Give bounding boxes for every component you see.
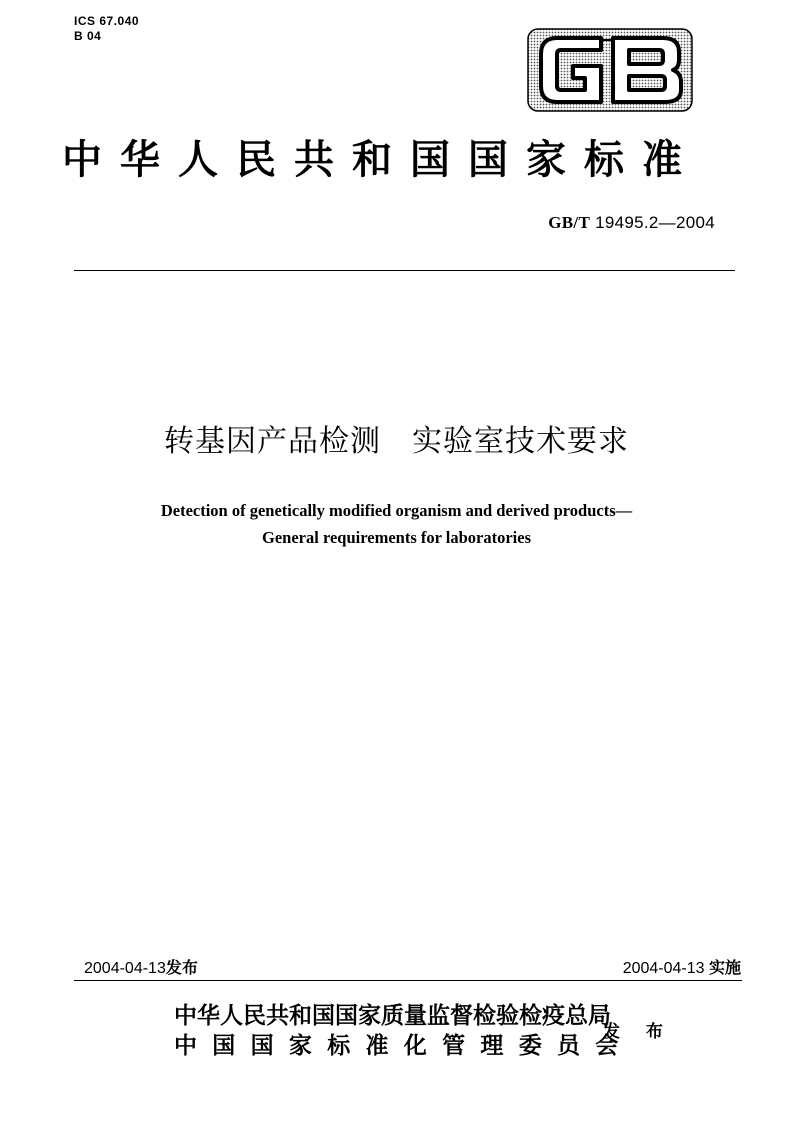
issuing-agency-1: 中华人民共和国国家质量监督检验检疫总局: [174, 1003, 611, 1029]
issue-date-value: 2004-04-13: [84, 960, 166, 977]
standard-number-prefix: GB/T: [548, 213, 591, 232]
issuing-agency-2: 中国国家标准化管理委员会: [174, 1033, 634, 1059]
footer-divider: [74, 980, 742, 981]
implementation-date-value: 2004-04-13: [622, 960, 705, 977]
chinese-title: 转基因产品检测 实验室技术要求: [164, 424, 629, 459]
english-title-line2: General requirements for laboratories: [262, 528, 531, 547]
header-divider: [74, 270, 735, 271]
implementation-date: [623, 958, 741, 979]
ics-code: ICS 67.040: [74, 14, 140, 28]
classification-codes: [74, 14, 139, 44]
english-title-line1: Detection of genetically modified organism and derived products—: [160, 501, 633, 520]
ccs-code: B 04: [74, 29, 102, 43]
issue-label: 发布: [165, 958, 198, 977]
issue-date: [84, 958, 198, 979]
national-standard-title: 中华人民共和国国家标准: [62, 137, 700, 183]
standard-number: [548, 212, 715, 234]
standard-number-value: 19495.2—2004: [595, 213, 715, 232]
gb-logo-icon: [527, 28, 693, 112]
publish-label: 发 布: [603, 1022, 673, 1042]
implementation-label: 实施: [708, 958, 741, 977]
